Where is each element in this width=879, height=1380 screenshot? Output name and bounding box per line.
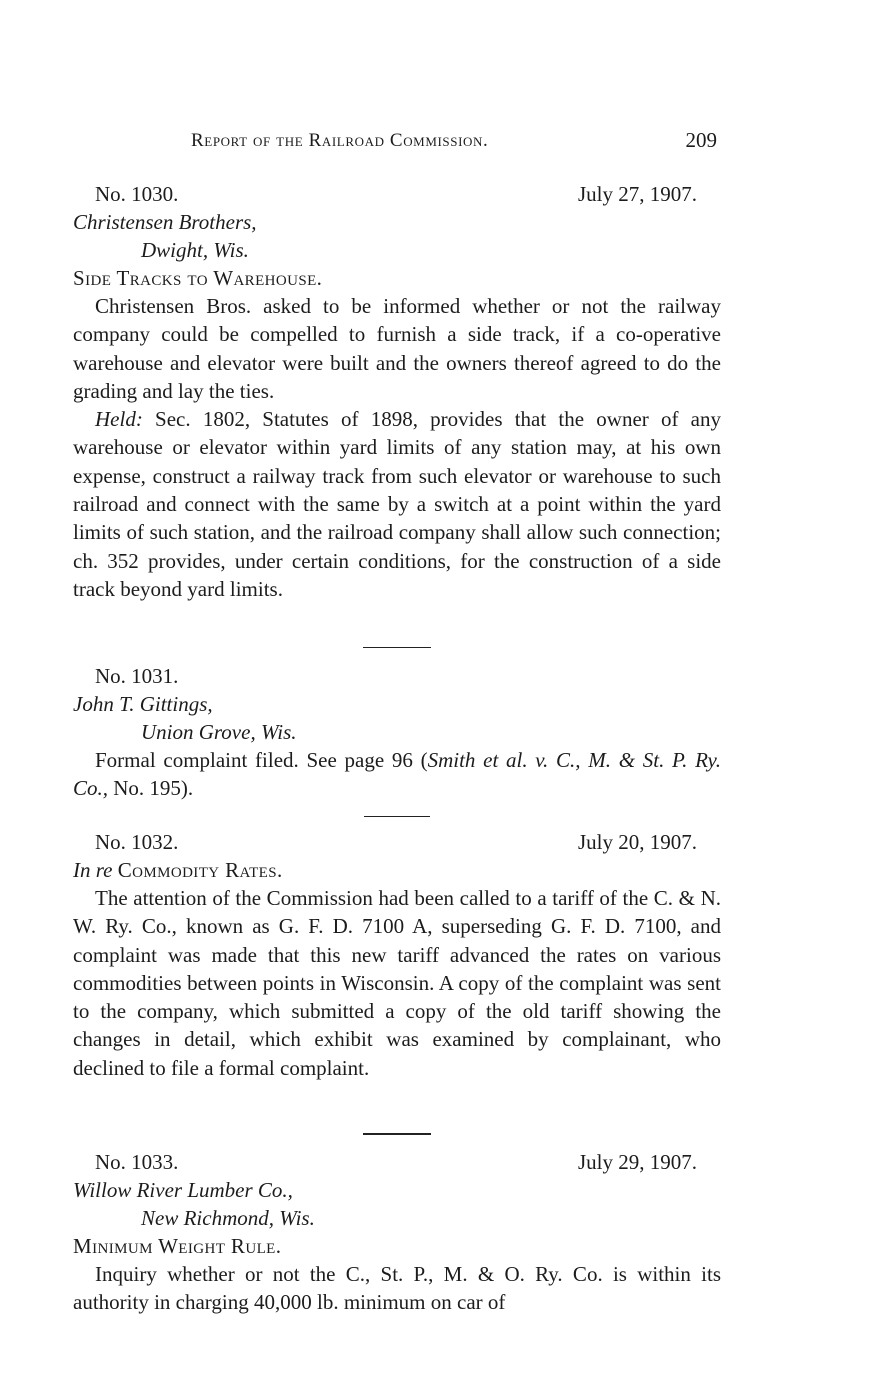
entry-number: No. 1032. bbox=[95, 830, 179, 854]
entry-1030 bbox=[73, 180, 721, 603]
entry-date: July 27, 1907. bbox=[577, 182, 697, 206]
entry-number: No. 1031. bbox=[95, 664, 179, 688]
held-label: Held: bbox=[95, 407, 143, 432]
entry-paragraph: The attention of the Commission had been called to a tariff of the C. & N. W. Ry. Co., known as G. F. D. 7100 A, superseding G. F. D. 7100, and complaint was made that this new tariff advanced the rates on various commodities between points in Wisconsin. A copy of the complaint was sent to the company, which submitted a copy of the old tariff showing the changes in detail, which exhibit was examined by complainant, who declined to file a formal complaint. bbox=[73, 886, 721, 1080]
entry-heading: Commodity Rates. bbox=[117, 858, 283, 882]
party-place: New Richmond, Wis. bbox=[141, 1206, 315, 1230]
entry-number: No. 1030. bbox=[95, 182, 179, 206]
in-re-label: In re bbox=[73, 858, 113, 882]
party-place: Dwight, Wis. bbox=[141, 238, 249, 262]
page-header bbox=[73, 130, 721, 160]
entry-heading: Minimum Weight Rule. bbox=[73, 1234, 282, 1258]
section-divider bbox=[363, 1133, 431, 1135]
party-name: Christensen Brothers, bbox=[73, 210, 257, 234]
held-text: Sec. 1802, Statutes of 1898, provides that the owner of any warehouse or elevator within yard limits of any station may, at his own expense, construct a railway track from such elevator or warehouse to such railroad and connect with the same by a switch at a point within the yard limits of such station, and the railroad company shall allow such connection; ch. 352 provides, under certain conditions, for the construction of a side track beyond yard limits. bbox=[73, 407, 721, 601]
section-divider bbox=[364, 816, 430, 817]
entry-1031 bbox=[73, 662, 721, 803]
entry-text: Formal complaint filed. See page 96 ( bbox=[95, 748, 428, 772]
entry-heading-line bbox=[73, 856, 721, 884]
entry-paragraph bbox=[73, 746, 721, 803]
entry-date: July 20, 1907. bbox=[577, 830, 697, 854]
held-paragraph bbox=[73, 405, 721, 603]
entry-1033 bbox=[73, 1148, 721, 1317]
running-title: Report of the Railroad Commission. bbox=[191, 130, 489, 151]
case-citation: Smith et al. v. C., M. & St. P. Ry. Co., bbox=[73, 748, 721, 801]
section-divider bbox=[363, 647, 431, 648]
entry-date: July 29, 1907. bbox=[577, 1150, 697, 1174]
entry-paragraph: Inquiry whether or not the C., St. P., M. & O. Ry. Co. is within its authority in charging 40,000 lb. minimum on car of bbox=[73, 1262, 721, 1315]
page-number: 209 bbox=[685, 128, 717, 152]
entry-1032 bbox=[73, 828, 721, 1082]
entry-text-end: No. 195). bbox=[108, 776, 194, 801]
entry-heading: Side Tracks to Warehouse. bbox=[73, 266, 323, 290]
party-name: John T. Gittings, bbox=[73, 692, 213, 716]
entry-number: No. 1033. bbox=[95, 1150, 179, 1174]
party-place: Union Grove, Wis. bbox=[141, 720, 297, 744]
party-name: Willow River Lumber Co., bbox=[73, 1178, 293, 1202]
entry-paragraph: Christensen Bros. asked to be informed whether or not the railway company could be compelled to furnish a side track, if a co-operative warehouse and elevator were built and the owners thereof agreed to do the grading and lay the ties. bbox=[73, 294, 721, 403]
